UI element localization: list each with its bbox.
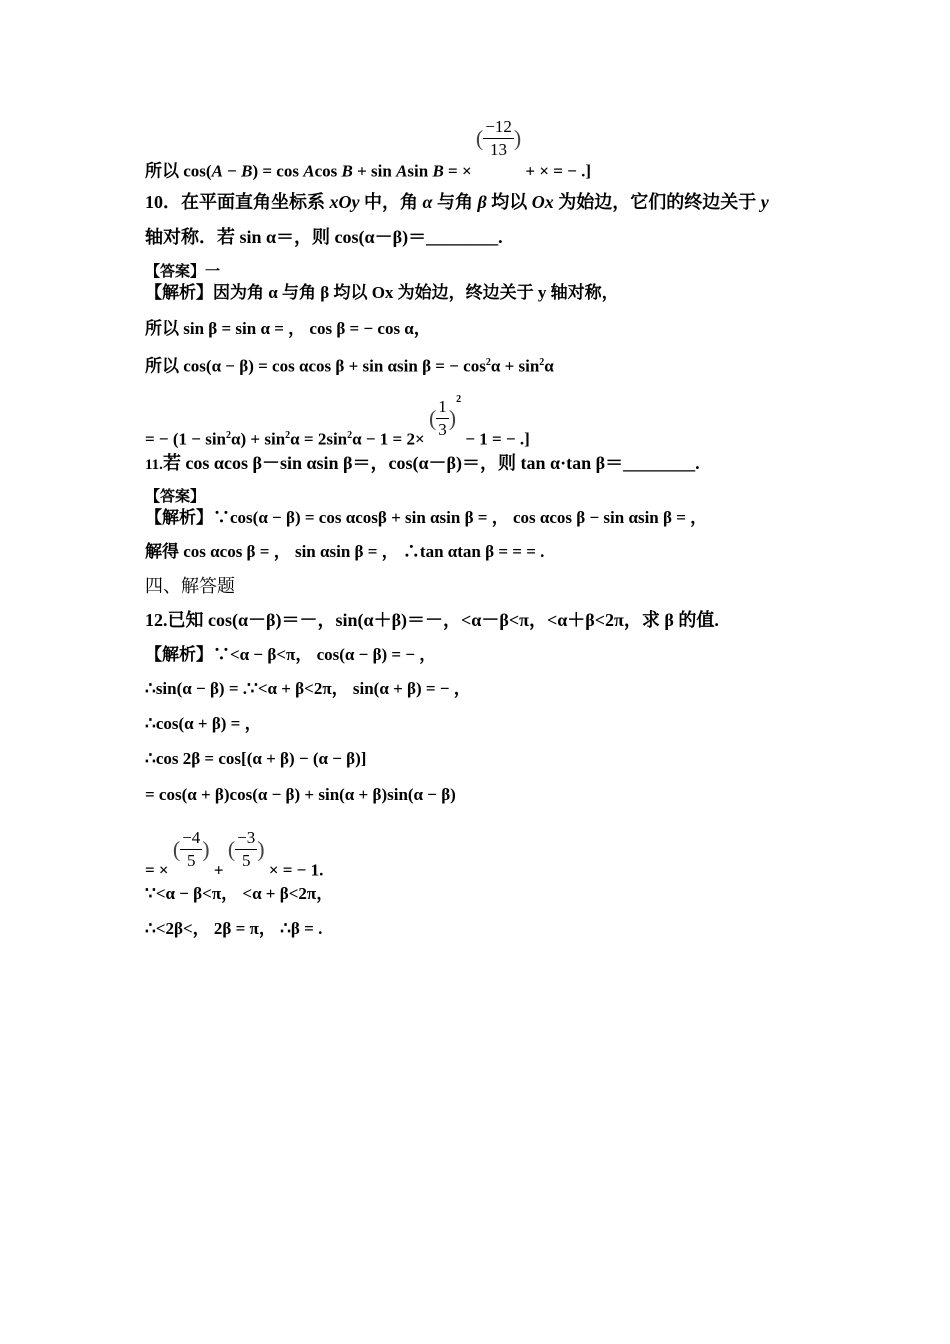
analysis-10-line1: 【解析】因为角 α 与角 β 均以 Ox 为始边，终边关于 y 轴对称，: [145, 283, 619, 302]
analysis-10-line4: = − $(1 - \sin^2\alpha) + \sin^2\alpha = 2\sin^2\alpha - 1 = 2\times$ ( $\frac{1}{3}$ )$^2$ − 1 = − .]: [145, 393, 530, 449]
question-12: 12.已知 cos(α－β)＝－，sin(α＋β)＝－，<α－β<π，<α＋β<2π，求 β 的值.: [145, 610, 719, 630]
analysis-12-line8: ∴<2β<， 2β = π， ∴β = .: [145, 919, 323, 938]
answer-10: 【答案】一: [145, 264, 221, 280]
fraction-neg-12-13: ( $\frac{-12}{13}$ ): [475, 117, 522, 159]
question-11: 11.若 cos αcos β－sin αsin β＝，cos(α－β)＝，则 tan α·tan β＝________.: [145, 453, 700, 473]
analysis-12-line1: 【解析】∵<α − β<π， cos(α − β) = − ，: [145, 645, 437, 664]
analysis-10-line3: 所以 cos(α − β) = cos αcos β + sin αsin β = − $\cos^2\alpha + \sin^2\alpha$: [145, 356, 554, 376]
analysis-12-line5: = cos(α + β)cos(α − β) + sin(α + β)sin(α − β): [145, 785, 456, 804]
analysis-12-line2: ∴sin(α − β) = .∵<α + β<2π， sin(α + β) = − ，: [145, 679, 471, 698]
answer-11: 【答案】: [145, 489, 206, 505]
analysis-12-line6: = × ( $\frac{-4}{5}$ ) + ( $\frac{-3}{5}$ ) × = − 1.: [145, 828, 324, 880]
fraction-1-3-squared: ( $\frac{1}{3}$ )$^2$: [428, 393, 462, 439]
analysis-12-line3: ∴cos(α + β) = ，: [145, 714, 262, 733]
analysis-12-line4: ∴cos 2β = cos[(α + β) − (α − β)]: [145, 749, 367, 768]
fraction-neg-3-5: ( $\frac{-3}{5}$ ): [227, 828, 265, 870]
analysis-10-line2: 所以 sin β = sin α = ， cos β = − cos α，: [145, 319, 431, 338]
question-10-line2: 轴对称．若 sin α＝，则 cos(α－β)＝________.: [145, 227, 503, 247]
analysis-11-line2: 解得 cos αcos β = ， sin αsin β = ， ∴tan αtan β = = = .: [145, 542, 545, 561]
section-title: 四、解答题: [145, 576, 235, 596]
analysis-12-line7: ∵<α − β<π， <α + β<2π，: [145, 884, 334, 903]
analysis-11-line1: 【解析】∵cos(α − β) = cos αcosβ + sin αsin β = ， cos αcos β − sin αsin β = ，: [145, 508, 708, 527]
solution-line-cos-a-minus-b: 所以 cos(A − B) = cos Acos B + sin Asin B = × ( $\frac{-12}{13}$ ) + × = − .]: [145, 117, 592, 181]
fraction-neg-4-5: ( $\frac{-4}{5}$ ): [172, 828, 210, 870]
question-10-line1: 10．在平面直角坐标系 xOy 中，角 α 与角 β 均以 Ox 为始边，它们的终边关于 y: [145, 192, 769, 212]
